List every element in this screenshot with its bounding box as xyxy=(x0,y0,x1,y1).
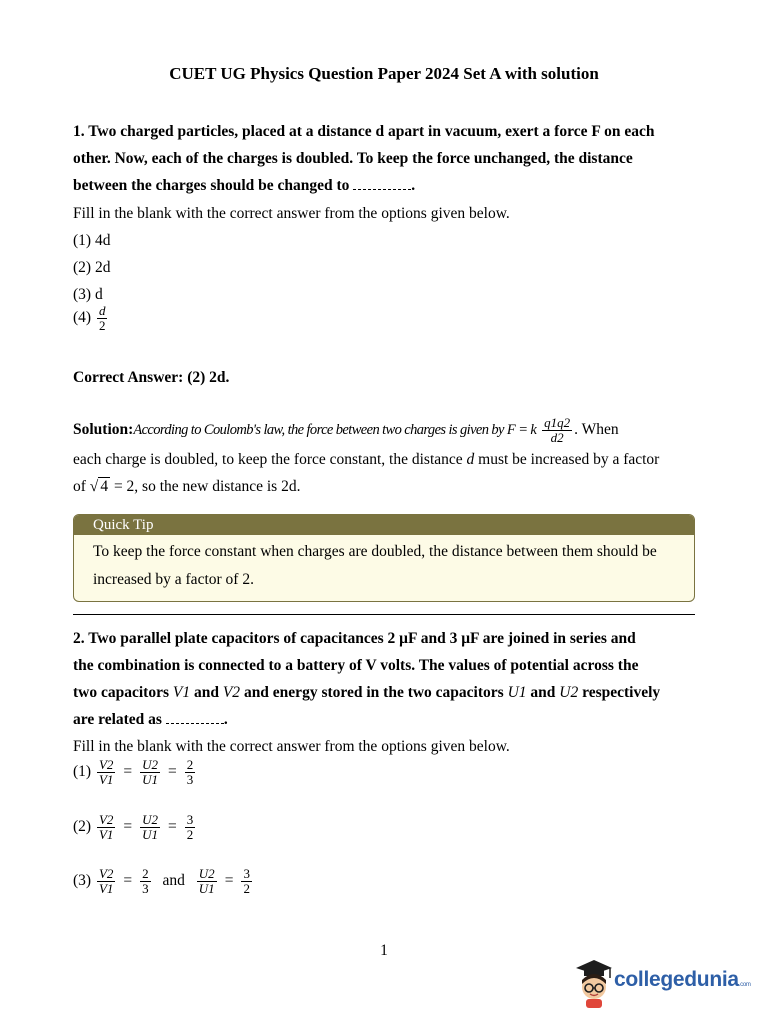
q2-u1: U1 xyxy=(507,684,527,701)
q2-opt3-frac-32 xyxy=(241,867,252,896)
q2-stem-4: are related as xyxy=(73,711,162,728)
q2-u2: U2 xyxy=(559,684,579,701)
quick-tip-box xyxy=(73,514,695,602)
q2-opt2-v2: V2 xyxy=(98,812,114,827)
q1-stem-text: between the charges should be changed to xyxy=(73,177,350,194)
paper-title: CUET UG Physics Question Paper 2024 Set A with solution xyxy=(169,64,599,83)
q2-stem-3a: two capacitors xyxy=(73,684,169,701)
q2-option-2: (2) $\frac{V2}{V1}$ = $\frac{U2}{U1}$ = $\frac{3}{2}$ xyxy=(73,812,194,842)
q2-opt2-frac-num xyxy=(185,813,196,842)
collegedunia-logo[interactable] xyxy=(572,954,751,1010)
q2-instruction: Fill in the blank with the correct answer from the options given below. xyxy=(73,738,510,755)
q2-opt2-u1: U1 xyxy=(142,827,159,842)
q2-opt1-3: 3 xyxy=(186,772,194,787)
q1-instruction: Fill in the blank with the correct answer from the options given below. xyxy=(73,205,510,222)
logo-tld: .com xyxy=(738,982,751,988)
q2-v1: V1 xyxy=(172,684,191,701)
q2-blank xyxy=(166,709,224,724)
q2-opt1-u1: U1 xyxy=(142,772,159,787)
solution-label: Solution: xyxy=(73,421,134,439)
q2-opt1-v2: V2 xyxy=(98,757,114,772)
q1-solution-line-1 xyxy=(73,416,619,445)
q2-opt3-frac-u xyxy=(197,867,217,896)
coulomb-num: q1q2 xyxy=(544,415,571,430)
q1-option-1: (1) 4d xyxy=(73,232,111,249)
q1-option-4-num: d xyxy=(98,303,106,318)
q2-opt1-frac-num xyxy=(185,758,196,787)
q2-and-2: and xyxy=(530,684,556,701)
q2-opt3-2: 2 xyxy=(142,866,149,881)
q2-and-1: and xyxy=(193,684,219,701)
q2-opt3-u2: U2 xyxy=(198,866,215,881)
q2-stem-3b: and energy stored in the two capacitors xyxy=(243,684,504,701)
q2-option-2-label: (2) xyxy=(73,818,92,836)
q1-stem-line-3: between the charges should be changed to . xyxy=(73,177,416,194)
solution-line-2b-text: must be increased by a factor xyxy=(478,451,660,468)
solution-line-2-text: each charge is doubled, to keep the force constant, the distance xyxy=(73,451,463,468)
logo-text xyxy=(614,968,751,992)
q2-stem-line-1: 2. Two parallel plate capacitors of capacitances 2 μF and 3 μF are joined in series and xyxy=(73,630,636,647)
q1-option-2: (2) 2d xyxy=(73,259,111,276)
q1-solution-line-2 xyxy=(73,446,659,473)
q2-opt3-v2: V2 xyxy=(98,866,114,881)
quick-tip-body: To keep the force constant when charges are doubled, the distance between them should be increased by a factor of 2. xyxy=(93,543,657,588)
solution-d: d xyxy=(466,451,475,468)
q2-opt2-frac-v xyxy=(97,813,115,842)
q1-option-4-label: (4) xyxy=(73,309,92,327)
q2-stem-line-3 xyxy=(73,679,660,706)
q2-opt1-v1: V1 xyxy=(98,772,114,787)
q1-solution-line-3: of √ 4 = 2, so the new distance is 2d. xyxy=(73,478,301,495)
q2-opt3-and: and xyxy=(162,872,185,890)
q1-option-3: (3) d xyxy=(73,286,103,303)
q2-opt1-2: 2 xyxy=(186,757,194,772)
q2-opt3-v1: V1 xyxy=(98,881,114,896)
q2-opt2-v1: V1 xyxy=(98,827,114,842)
q1-option-4 xyxy=(73,304,109,333)
page-number: 1 xyxy=(380,942,388,959)
q2-option-3: (3) $\frac{V2}{V1}$ = $\frac{2}{3}$ and $\frac{U2}{U1}$ = $\frac{3}{2}$ xyxy=(73,866,250,896)
q1-stem-line-1: 1. Two charged particles, placed at a distance d apart in vacuum, exert a force F on each xyxy=(73,123,655,140)
q1-blank xyxy=(353,175,411,190)
coulomb-fraction xyxy=(542,416,572,445)
logo-name: collegedunia xyxy=(614,968,739,991)
q2-stem-line-2: the combination is connected to a battery of V volts. The values of potential across the xyxy=(73,657,639,674)
q2-opt3-u1: U1 xyxy=(198,881,215,896)
q1-option-4-fraction xyxy=(97,304,108,333)
q1-option-4-den: 2 xyxy=(98,318,106,333)
q2-opt2-3: 3 xyxy=(186,812,194,827)
q2-option-1-label: (1) xyxy=(73,763,92,781)
solution-of: of xyxy=(73,478,86,495)
section-divider xyxy=(73,614,695,615)
coulomb-den: d2 xyxy=(550,430,564,445)
q2-opt1-frac-v xyxy=(97,758,115,787)
solution-math: According to Coulomb's law, the force between two charges is given by F = k xyxy=(133,422,537,439)
q2-opt3-frac-v xyxy=(97,867,115,896)
q2-opt3-2b: 2 xyxy=(243,881,250,896)
q2-stem-line-4: are related as . xyxy=(73,711,228,728)
q2-opt3-3b: 3 xyxy=(243,866,250,881)
q2-opt3-3: 3 xyxy=(142,881,149,896)
q2-opt1-frac-u xyxy=(140,758,160,787)
solution-sqrt: 4 xyxy=(100,478,109,495)
q2-v2: V2 xyxy=(222,684,241,701)
solution-line-3b-text: = 2, so the new distance is 2d. xyxy=(113,478,301,495)
q2-opt2-frac-u xyxy=(140,813,160,842)
q2-stem-3c: respectively xyxy=(582,684,661,701)
q2-opt1-u2: U2 xyxy=(142,757,159,772)
q2-opt2-u2: U2 xyxy=(142,812,159,827)
q2-opt2-2: 2 xyxy=(186,827,194,842)
q2-option-3-label: (3) xyxy=(73,872,92,890)
solution-when: . When xyxy=(574,421,619,439)
q1-stem-line-2: other. Now, each of the charges is doubled. To keep the force unchanged, the distance xyxy=(73,150,633,167)
q1-correct-answer: Correct Answer: (2) 2d. xyxy=(73,369,230,386)
mascot-icon xyxy=(572,954,614,1010)
q2-option-1: (1) $\frac{V2}{V1}$ = $\frac{U2}{U1}$ = $\frac{2}{3}$ xyxy=(73,757,194,787)
q2-opt3-frac-23 xyxy=(140,867,151,896)
quick-tip-header: Quick Tip xyxy=(74,515,694,535)
